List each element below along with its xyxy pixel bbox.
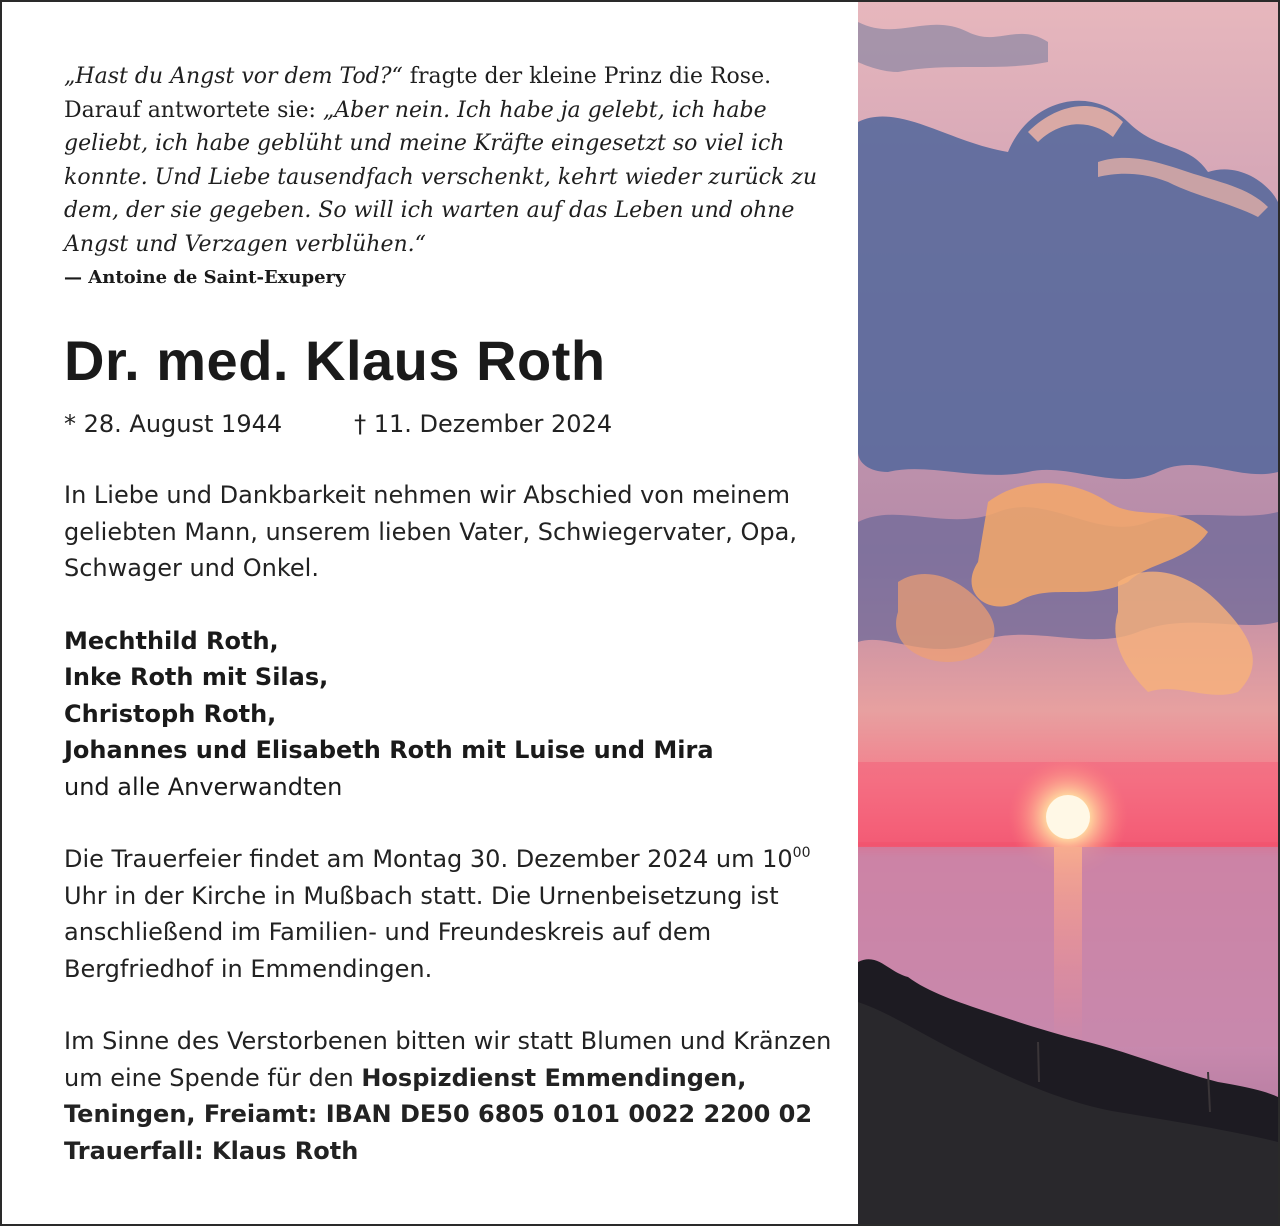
donation-info bbox=[64, 1023, 844, 1169]
sunset-image bbox=[858, 2, 1278, 1224]
obituary-text bbox=[64, 60, 844, 1169]
service-time-minutes: 00 bbox=[792, 845, 811, 861]
death-date: † 11. Dezember 2024 bbox=[354, 410, 613, 438]
quote-narration: fragte der kleine Prinz die Rose. Darauf antwortete sie: bbox=[64, 64, 772, 123]
sun-reflection bbox=[1054, 847, 1082, 1047]
farewell-text: In Liebe und Dankbarkeit nehmen wir Abschied von meinem geliebten Mann, unserem lieben Vater, Schwiegervater, Opa, Schwager und Onkel. bbox=[64, 481, 797, 582]
donation-text: Im Sinne des Verstorbenen bitten wir statt Blumen und Kränzen um eine Spende für den bbox=[64, 1027, 832, 1092]
service-text-start: Die Trauerfeier findet am Montag 30. Dezember 2024 um 10 bbox=[64, 845, 793, 873]
mourner-name: Christoph Roth, bbox=[64, 699, 277, 728]
other-relatives: und alle Anverwandten bbox=[64, 772, 343, 801]
mourner-name: Inke Roth mit Silas, bbox=[64, 663, 329, 691]
deceased-name: Dr. med. Klaus Roth bbox=[64, 329, 606, 392]
service-info bbox=[64, 841, 844, 987]
quote-question: „Hast du Angst vor dem Tod?“ bbox=[64, 64, 403, 89]
birth-date: * 28. August 1944 bbox=[64, 410, 283, 438]
life-dates bbox=[64, 407, 844, 441]
fence-post bbox=[1038, 1042, 1039, 1082]
mourners-list bbox=[64, 623, 844, 806]
donation-recipient: Hospizdienst Emmendingen, Teningen, Freiamt: IBAN DE50 6805 0101 0022 2200 02 bbox=[64, 1063, 813, 1128]
service-text-end: Uhr in der Kirche in Mußbach statt. Die Urnenbeisetzung ist anschließend im Familien- und Freundeskreis auf dem Bergfriedhof in Emmendingen. bbox=[64, 881, 779, 983]
quote bbox=[64, 60, 844, 261]
quote-answer: „Aber nein. Ich habe ja gelebt, ich habe geliebt, ich habe geblüht und meine Kräfte eingesetzt so viel ich konnte. Und Liebe tausendfach verschenkt, kehrt wieder zurück zu dem, der sie gegeben. So will ich warten auf das Leben und ohne Angst und Verzagen verblühen.“ bbox=[64, 97, 818, 257]
quote-author: — Antoine de Saint-Exupery bbox=[64, 267, 346, 288]
mourner-name: Mechthild Roth, bbox=[64, 626, 279, 655]
mourner-name: Johannes und Elisabeth Roth mit Luise und Mira bbox=[64, 736, 714, 764]
sunset-photo bbox=[858, 2, 1278, 1224]
donation-reference: Trauerfall: Klaus Roth bbox=[64, 1136, 359, 1165]
sun bbox=[1046, 795, 1090, 839]
